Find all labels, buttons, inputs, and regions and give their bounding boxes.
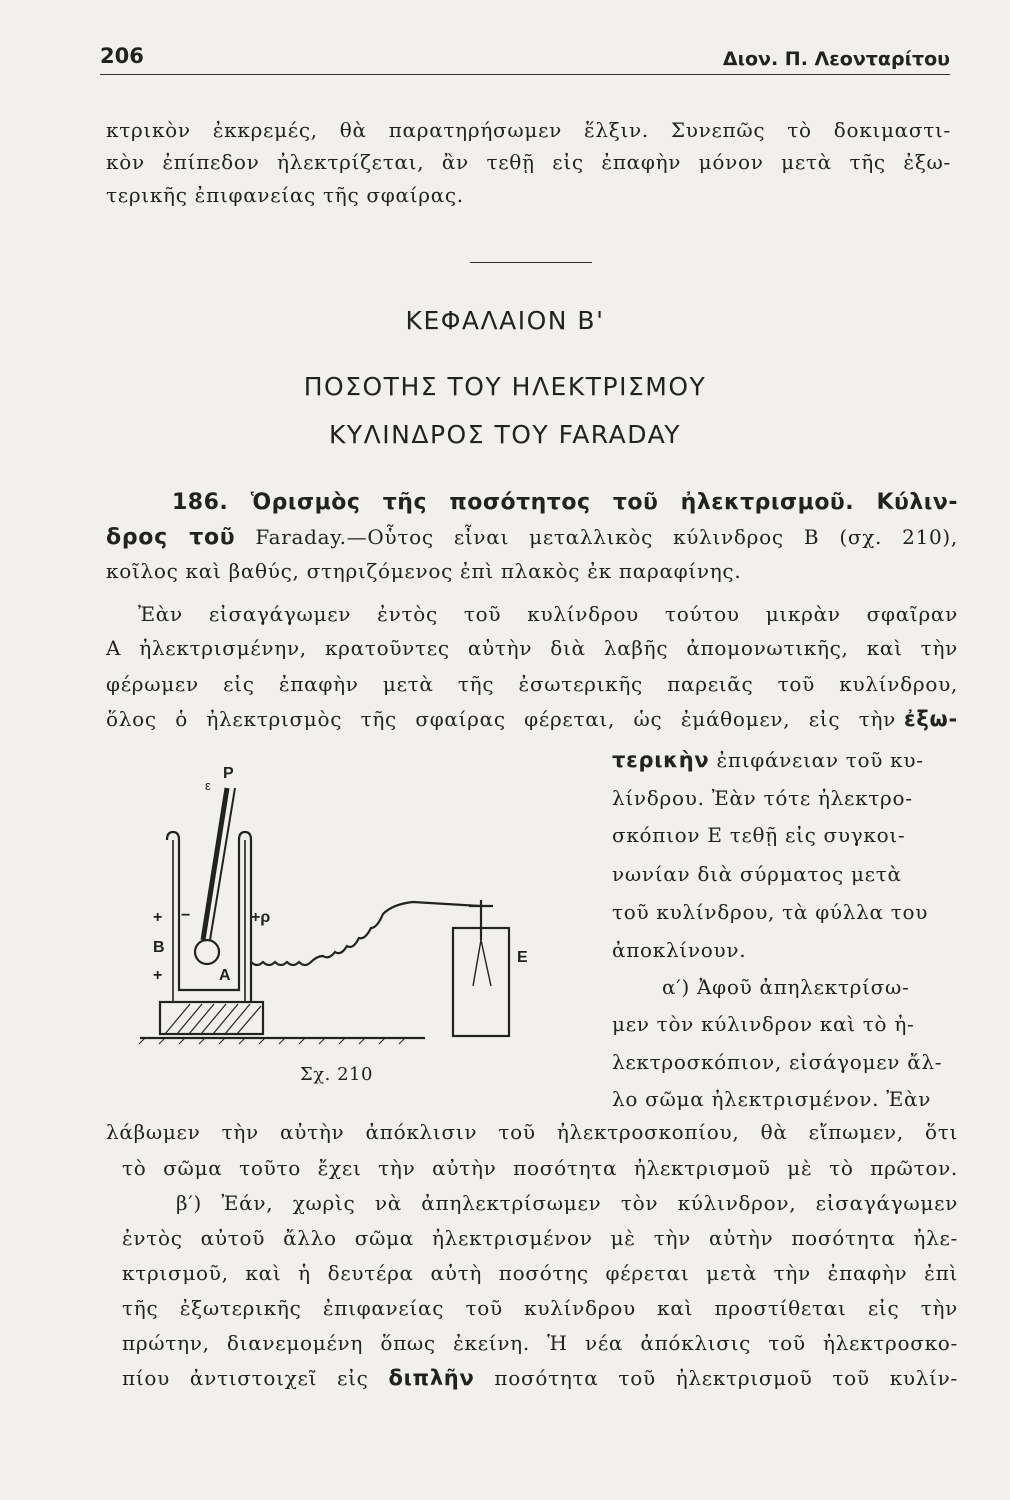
page-number: 206 [100, 44, 144, 68]
text-span: ποσότητα τοῦ ἠλεκτρισμοῦ τοῦ κυλίν- [474, 1366, 958, 1390]
chapter-subtitle: ΚΥΛΙΝΔΡΟΣ ΤΟΥ FARADAY [329, 420, 681, 449]
text-line: μεν τὸν κύλινδρον καὶ τὸ ἠ- [612, 1012, 915, 1036]
text-line: κοῖλος καὶ βαθύς, στηριζόμενος ἐπὶ πλακὸς ἐκ παραφίνης. [106, 559, 742, 583]
text-line: λάβωμεν τὴν αὐτὴν ἀπόκλισιν τοῦ ἠλεκτροσκοπίου, θὰ εἴπωμεν, ὅτι [106, 1120, 958, 1144]
bold-term: ἐξω- [904, 707, 958, 731]
text-line: ἀποκλίνουν. [612, 938, 747, 962]
section-heading-cont: δρος τοῦ [106, 525, 236, 550]
text-line: σκόπιον Ε τεθῇ εἰς συγκοι- [612, 823, 906, 847]
text-line: β′) Ἐάν, χωρὶς νὰ ἀπηλεκτρίσωμεν τὸν κύλινδρον, εἰσαγάγωμεν [176, 1191, 958, 1215]
text-line: κτρισμοῦ, καὶ ἡ δευτέρα αὐτὴ ποσότης φέρεται μετὰ τὴν ἐπαφὴν ἐπὶ [122, 1261, 958, 1285]
text-line: τοῦ κυλίνδρου, τὰ φύλλα του [612, 900, 929, 924]
label-a: A [219, 967, 231, 984]
text-span: πίου ἀντιστοιχεῖ εἰς [122, 1366, 389, 1390]
label-e: E [517, 949, 528, 966]
text-span: ἐπιφάνειαν τοῦ κυ- [709, 748, 924, 772]
text-line: νωνίαν διὰ σύρματος μετὰ [612, 862, 902, 886]
text-line: λεκτροσκόπιον, εἰσάγομεν ἄλ- [612, 1050, 943, 1074]
text-line: κτρικὸν ἐκκρεμές, θὰ παρατηρήσωμεν ἕλξιν. Συνεπῶς τὸ δοκιμαστι- [106, 118, 951, 142]
text-line: λίνδρου. Ἐὰν τότε ἠλεκτρο- [612, 786, 913, 810]
text-span: Faraday.—Οὗτος εἶναι μεταλλικὸς κύλινδρος Β (σχ. 210), [235, 525, 958, 549]
text-line: πρώτην, διανεμομένη ὅπως ἐκείνη. Ἡ νέα ἀπόκλισις τοῦ ἠλεκτροσκο- [122, 1331, 958, 1355]
text-line: ἐντὸς αὐτοῦ ἄλλο σῶμα ἠλεκτρισμένον μὲ τὴν αὐτὴν ποσότητα ἠλε- [122, 1226, 958, 1250]
page-header [100, 44, 950, 78]
text-line: λο σῶμα ἠλεκτρισμένον. Ἐὰν [612, 1087, 932, 1111]
text-line: ὅλος ὁ ἠλεκτρισμὸς τῆς σφαίρας φέρεται, ὡς ἐμάθομεν, εἰς τὴν [106, 707, 896, 731]
label-b: B [153, 939, 165, 956]
label-p: P [223, 765, 234, 782]
text-line: α′) Ἀφοῦ ἀπηλεκτρίσω- [662, 975, 910, 999]
figure-caption: Σχ. 210 [300, 1064, 373, 1085]
electroscope-case [453, 928, 509, 1036]
text-line: τῆς ἐξωτερικῆς ἐπιφανείας τοῦ κυλίνδρου καὶ προστίθεται εἰς τὴν [122, 1296, 958, 1320]
section-divider [470, 262, 592, 263]
sphere-a [195, 940, 219, 964]
bold-term: διπλῆν [388, 1366, 475, 1390]
chapter-title: ΠΟΣΟΤΗΣ ΤΟΥ ΗΛΕΚΤΡΙΣΜΟΥ [303, 372, 707, 401]
label-plus: + [153, 909, 163, 926]
chapter-heading: ΚΕΦΑΛΑΙΟΝ Β' [405, 306, 605, 335]
text-line: τερικῆς ἐπιφανείας τῆς σφαίρας. [106, 183, 464, 207]
text-line: τὸ σῶμα τοῦτο ἔχει τὴν αὐτὴν ποσότητα ἠλεκτρισμοῦ μὲ τὸ πρῶτον. [122, 1156, 958, 1180]
text-line [612, 748, 924, 772]
label-e-small: ε [205, 778, 211, 793]
text-line: φέρωμεν εἰς ἐπαφὴν μετὰ τῆς ἐσωτερικῆς παρειᾶς τοῦ κυλίνδρου, [106, 672, 958, 696]
figure-faraday-cylinder [135, 740, 575, 1070]
bold-term: τερικὴν [612, 748, 710, 772]
header-rule [100, 74, 950, 75]
text-line: Α ἠλεκτρισμένην, κρατοῦντες αὐτὴν διὰ λαβῆς ἀπομονωτικῆς, καὶ τὴν [106, 636, 958, 660]
text-line [106, 525, 958, 550]
section-heading: 186. Ὁρισμὸς τῆς ποσότητος τοῦ ἠλεκτρισμοῦ. Κύλιν- [172, 490, 958, 515]
label-plus-rho: +ρ [251, 909, 271, 926]
text-line: Ἐὰν εἰσαγάγωμεν ἐντὸς τοῦ κυλίνδρου τούτου μικρὰν σφαῖραν [138, 602, 958, 626]
running-head: Διον. Π. Λεονταρίτου [722, 48, 950, 70]
connecting-wire [251, 902, 480, 965]
text-line: κὸν ἐπίπεδον ἠλεκτρίζεται, ἂν τεθῇ εἰς ἐπαφὴν μόνον μετὰ τῆς ἐξω- [106, 150, 951, 174]
text-line [122, 1366, 958, 1390]
label-minus: − [181, 907, 191, 924]
label-plus: + [153, 967, 163, 984]
